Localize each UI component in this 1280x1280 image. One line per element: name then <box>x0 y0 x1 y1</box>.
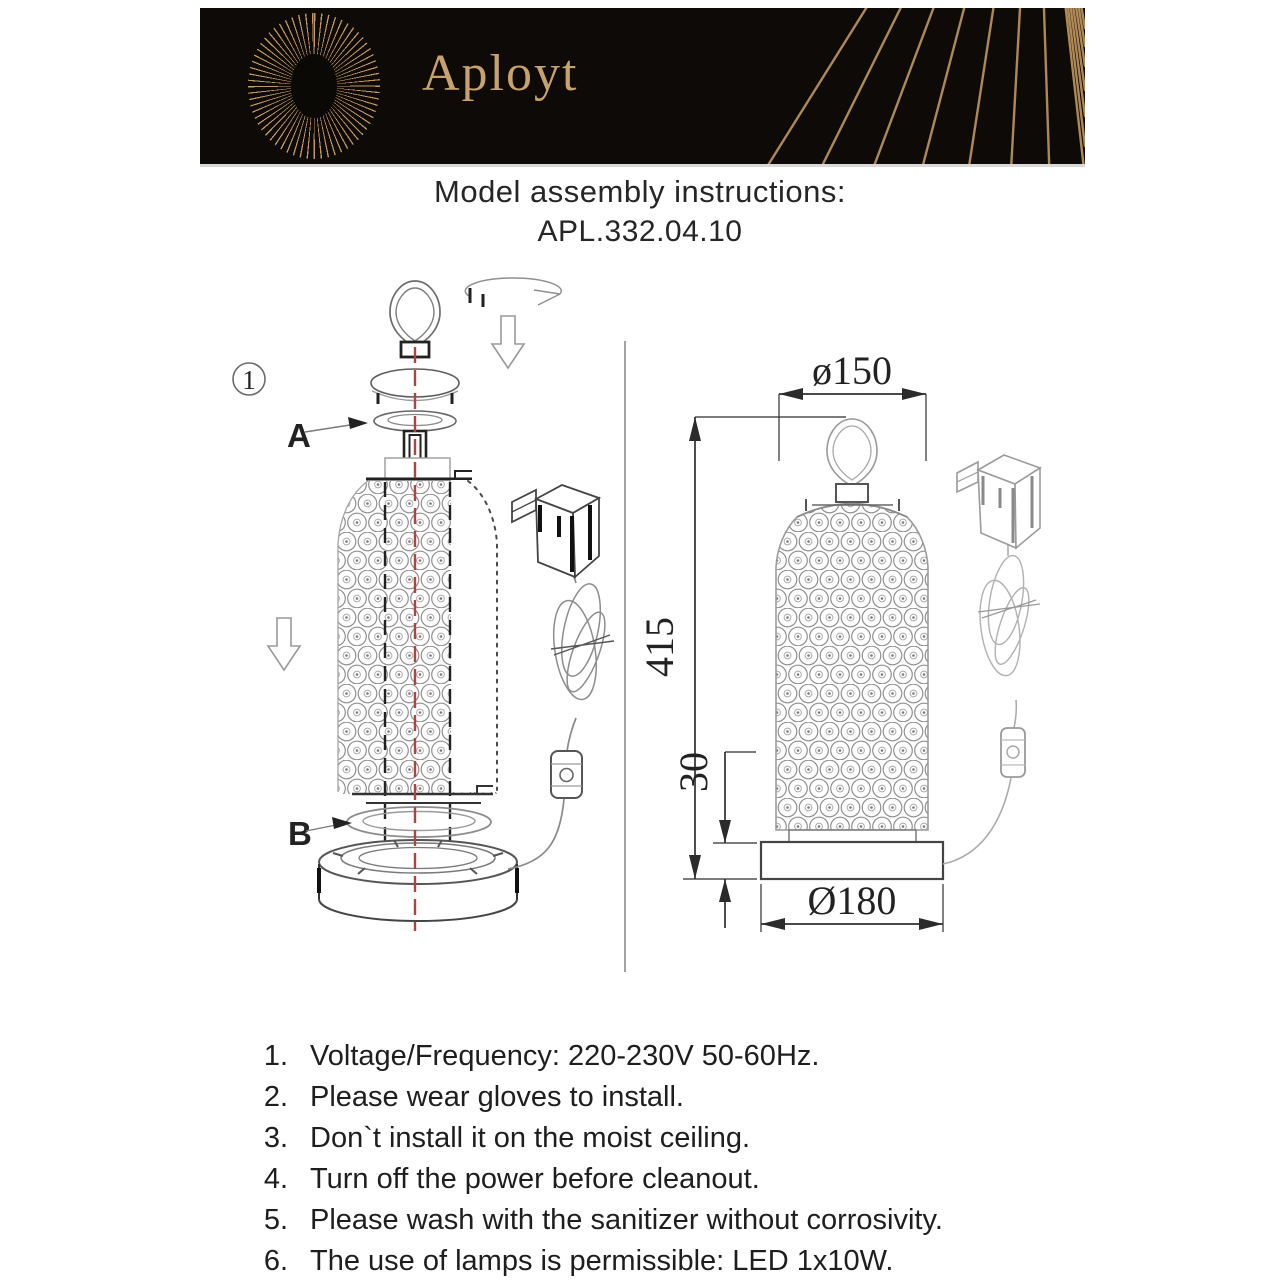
handle-loop <box>827 419 877 486</box>
svg-text:30: 30 <box>671 752 716 792</box>
instruction-number: 3. <box>263 1122 288 1154</box>
rotation-arrow-icon <box>465 278 561 307</box>
svg-text:Ø180: Ø180 <box>807 878 897 923</box>
ring-b <box>347 807 491 837</box>
instruction-text: Please wash with the sanitizer without corrosivity. <box>310 1204 943 1236</box>
brand-banner <box>200 8 1085 167</box>
lamp-body <box>776 499 928 830</box>
instruction-number: 4. <box>263 1163 288 1195</box>
exploded-view <box>233 278 614 931</box>
brand-wordmark: Aployt <box>422 45 579 102</box>
instruction-text: The use of lamps is permissible: LED 1x10W. <box>310 1245 894 1277</box>
instruction-text: Don`t install it on the moist ceiling. <box>310 1122 751 1154</box>
instruction-item <box>252 1077 1152 1118</box>
banner-rays-decoration <box>200 8 1085 164</box>
svg-text:1: 1 <box>242 365 256 395</box>
instruction-number: 1. <box>263 1040 288 1072</box>
assembly-diagram <box>200 260 1100 1020</box>
title-block <box>0 172 1280 252</box>
instruction-item <box>252 1241 1152 1280</box>
shade-exploded <box>338 458 498 850</box>
dim-base-height <box>671 752 757 928</box>
instruction-text: Voltage/Frequency: 220-230V 50-60Hz. <box>310 1040 820 1072</box>
instruction-text: Please wear gloves to install. <box>310 1081 684 1113</box>
instructions-list <box>252 1036 1152 1280</box>
dim-base-diameter <box>761 878 943 932</box>
part-b-callout <box>288 815 352 852</box>
svg-text:B: B <box>288 815 312 852</box>
step-1-badge <box>233 363 265 395</box>
model-number: APL.332.04.10 <box>537 215 743 248</box>
power-adapter <box>957 455 1040 548</box>
instruction-item <box>252 1159 1152 1200</box>
instruction-item <box>252 1118 1152 1159</box>
dim-top-diameter <box>779 348 926 461</box>
cord-coil <box>547 580 614 702</box>
part-a-callout <box>287 417 368 454</box>
lamp-neck <box>789 830 916 842</box>
instruction-number: 5. <box>263 1204 288 1236</box>
lamp-base <box>761 842 943 879</box>
inline-switch <box>1001 728 1025 777</box>
handle-loop <box>390 281 440 347</box>
svg-text:415: 415 <box>637 617 682 677</box>
down-arrow-icon <box>492 316 524 368</box>
handle-connector <box>836 484 868 502</box>
svg-text:ø150: ø150 <box>812 348 892 393</box>
power-adapter <box>512 485 599 577</box>
power-cord <box>508 562 576 869</box>
page-title: Model assembly instructions: <box>434 174 846 209</box>
svg-text:A: A <box>287 417 311 454</box>
inline-switch <box>551 751 582 798</box>
instruction-item <box>252 1200 1152 1241</box>
cord-coil <box>975 553 1040 678</box>
lamp-base <box>319 840 517 921</box>
instruction-number: 6. <box>263 1245 288 1277</box>
assembled-lamp-view <box>637 348 1040 932</box>
instruction-item <box>252 1036 1152 1077</box>
down-arrow-icon <box>268 618 300 670</box>
instruction-number: 2. <box>263 1081 288 1113</box>
power-cord <box>943 542 1016 864</box>
instruction-text: Turn off the power before cleanout. <box>310 1163 760 1195</box>
